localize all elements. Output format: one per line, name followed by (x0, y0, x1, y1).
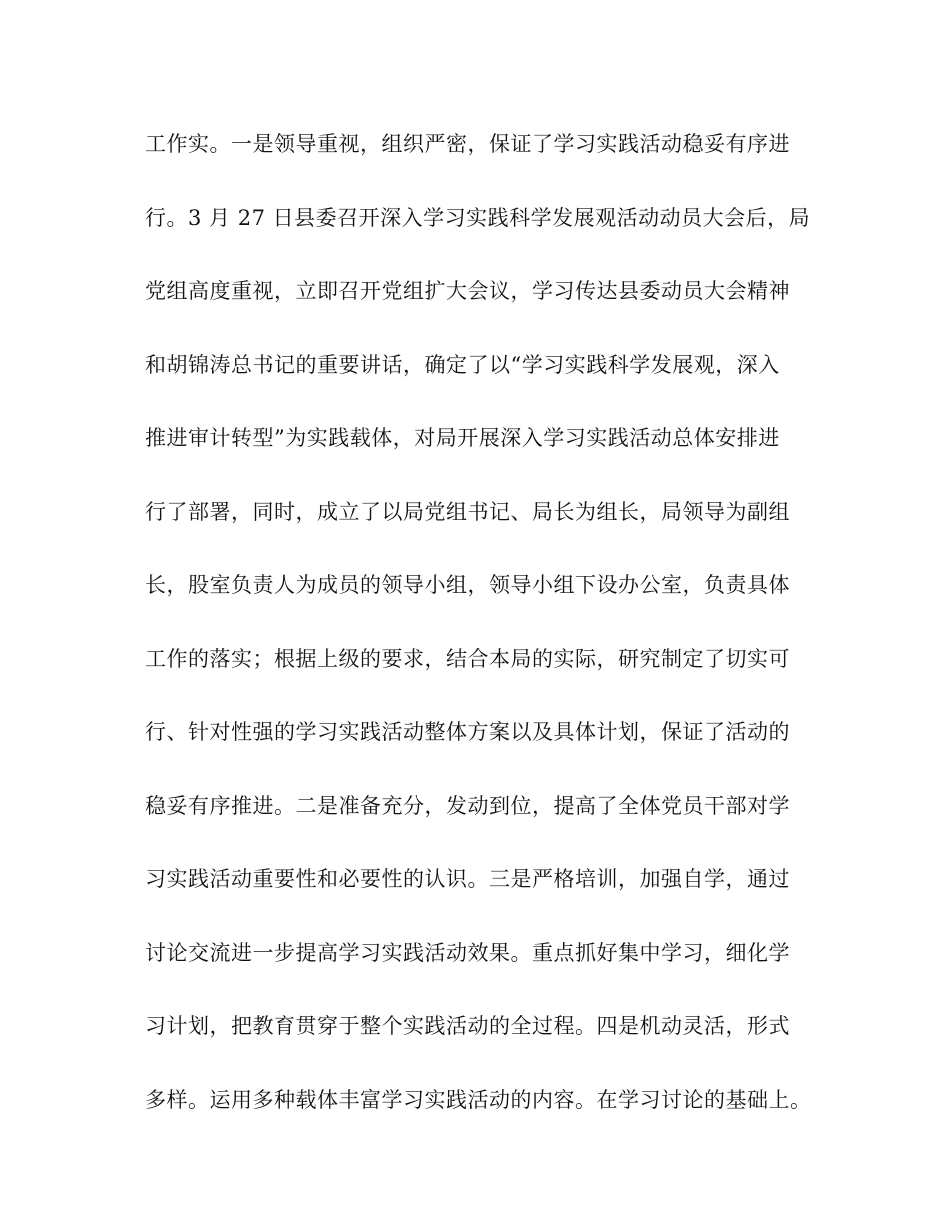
text-line: 讨论交流进一步提高学习实践活动效果。重点抓好集中学习，细化学 (145, 940, 790, 965)
text-line: 行。3 月 27 日县委召开深入学习实践科学发展观活动动员大会后，局 (145, 205, 811, 230)
text-line: 行、针对性强的学习实践活动整体方案以及具体计划，保证了活动的 (145, 720, 790, 744)
text-line: 党组高度重视，立即召开党组扩大会议，学习传达县委动员大会精神 (145, 279, 790, 303)
text-line: 工作实。一是领导重视，组织严密，保证了学习实践活动稳妥有序进 (145, 132, 790, 156)
text-line: 推进审计转型”为实践载体，对局开展深入学习实践活动总体安排进 (145, 426, 780, 450)
text-line: 和胡锦涛总书记的重要讲话，确定了以“学习实践科学发展观，深入 (145, 352, 780, 377)
text-line: 长，股室负责人为成员的领导小组，领导小组下设办公室，负责具体 (145, 573, 790, 597)
text-line: 习计划，把教育贯穿于整个实践活动的全过程。四是机动灵活，形式 (145, 1014, 790, 1038)
text-line: 习实践活动重要性和必要性的认识。三是严格培训，加强自学，通过 (145, 867, 790, 891)
text-line: 行了部署，同时，成立了以局党组书记、局长为组长，局领导为副组 (145, 499, 790, 524)
text-line: 工作的落实；根据上级的要求，结合本局的实际，研究制定了切实可 (145, 646, 790, 671)
text-line: 多样。运用多种载体丰富学习实践活动的内容。在学习讨论的基础上。 (145, 1087, 812, 1112)
body-text (145, 120, 815, 1149)
text-line: 稳妥有序推进。二是准备充分，发动到位，提高了全体党员干部对学 (145, 793, 790, 818)
